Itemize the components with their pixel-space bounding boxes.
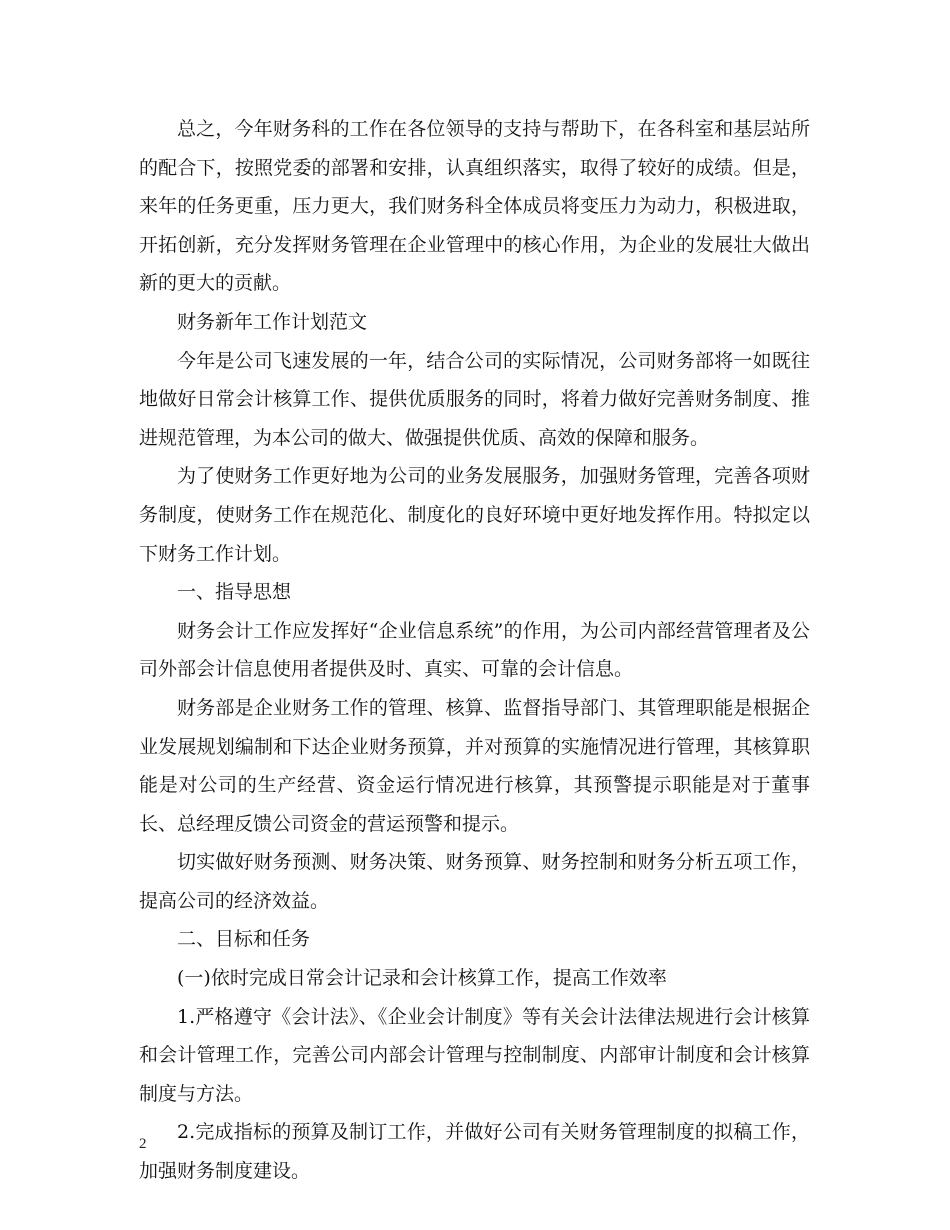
document-body — [139, 110, 810, 1191]
paragraph-department-role: 财务部是企业财务工作的管理、核算、监督指导部门、其管理职能是根据企业发展规划编制和下达企业财务预算，并对预算的实施情况进行管理，其核算职能是对公司的生产经营、资金运行情况进行核算，其预警提示职能是对于董事长、总经理反馈公司资金的营运预警和提示。 — [139, 696, 810, 835]
list-item-2: 2.完成指标的预算及制订工作，并做好公司有关财务管理制度的拟稿工作，加强财务制度建设。 — [139, 1121, 810, 1183]
section-title: 财务新年工作计划范文 — [177, 310, 368, 333]
paragraph-intro: 今年是公司飞速发展的一年，结合公司的实际情况，公司财务部将一如既往地做好日常会计核算工作、提供优质服务的同时，将着力做好完善财务制度、推进规范管理，为本公司的做大、做强提供优质、高效的保障和服务。 — [139, 349, 810, 449]
heading-guiding-thought: 一、指导思想 — [177, 581, 292, 604]
list-item-1: 1.严格遵守《会计法》、《企业会计制度》等有关会计法律法规进行会计核算和会计管理工作，完善公司内部会计管理与控制制度、内部审计制度和会计核算制度与方法。 — [139, 1005, 810, 1105]
paragraph-purpose: 为了使财务工作更好地为公司的业务发展服务，加强财务管理，完善各项财务制度，使财务工作在规范化、制度化的良好环境中更好地发挥作用。特拟定以下财务工作计划。 — [139, 465, 810, 565]
paragraph-info-system: 财务会计工作应发挥好“企业信息系统”的作用，为公司内部经营管理者及公司外部会计信息使用者提供及时、真实、可靠的会计信息。 — [139, 619, 810, 681]
paragraph-five-tasks: 切实做好财务预测、财务决策、财务预算、财务控制和财务分析五项工作，提高公司的经济效益。 — [139, 851, 810, 912]
page-number: 2 — [139, 1136, 147, 1152]
heading-goals-tasks: 二、目标和任务 — [177, 928, 311, 951]
subheading-daily-accounting: (一)依时完成日常会计记录和会计核算工作，提高工作效率 — [177, 967, 667, 990]
paragraph-summary: 总之，今年财务科的工作在各位领导的支持与帮助下，在各科室和基层站所的配合下，按照党委的部署和安排，认真组织落实，取得了较好的成绩。但是，来年的任务更重，压力更大，我们财务科全体成员将变压力为动力，积极进取，开拓创新，充分发挥财务管理在企业管理中的核心作用，为企业的发展壮大做出新的更大的贡献。 — [139, 118, 810, 295]
